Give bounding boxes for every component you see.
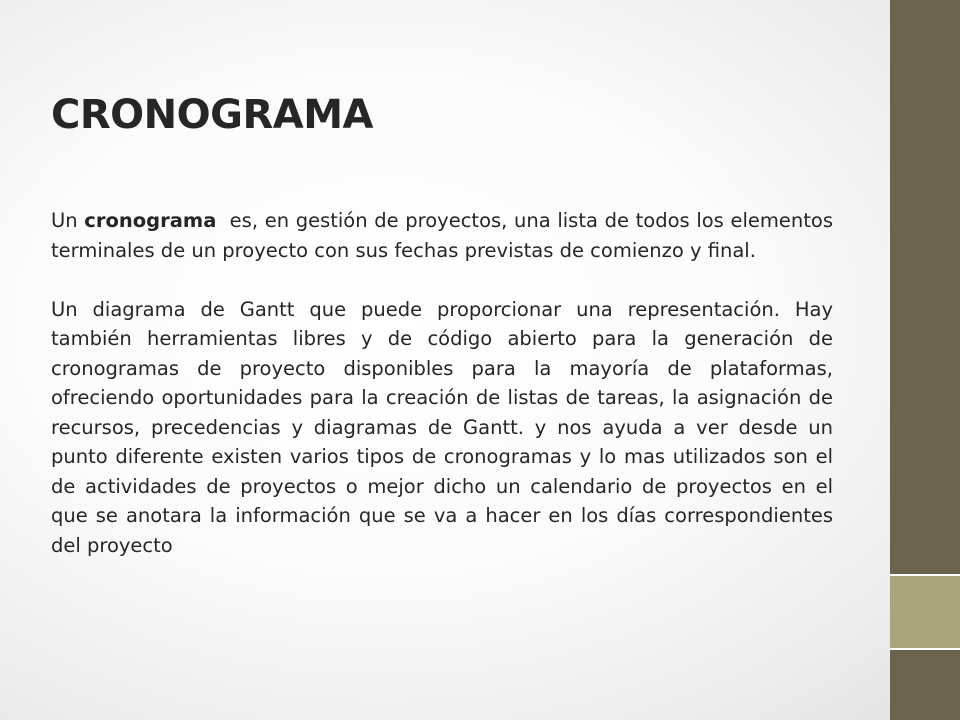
decorative-side-bar: [890, 0, 960, 720]
paragraph-definition-lead: Un: [51, 209, 85, 232]
term-cronograma: cronograma: [84, 209, 217, 232]
slide-title: CRONOGRAMA: [51, 92, 373, 138]
slide-body: [51, 206, 840, 560]
side-bar-accent-block: [890, 576, 960, 648]
paragraph-definition-rest: es, en gestión de proyectos, una lista de todos los elementos terminales de un proyecto con sus fechas previstas de comienzo y final.: [51, 209, 840, 262]
side-bar-bottom-block: [890, 650, 960, 720]
side-bar-top-block: [890, 0, 960, 576]
paragraph-gantt: Un diagrama de Gantt que puede proporcionar una representación. Hay también herramientas libres y de código abierto para la generación de cronogramas de proyecto disponibles para la mayoría de plataformas, ofreciendo oportunidades para la creación de listas de tareas, la asignación de recursos, precedencias y diagramas de Gantt. y nos ayuda a ver desde un punto diferente existen varios tipos de cronogramas y lo mas utilizados son el de actividades de proyectos o mejor dicho un calendario de proyectos en el que se anotara la información que se va a hacer en los días correspondientes del proyecto: [51, 297, 833, 557]
paragraph-definition: [51, 206, 840, 265]
